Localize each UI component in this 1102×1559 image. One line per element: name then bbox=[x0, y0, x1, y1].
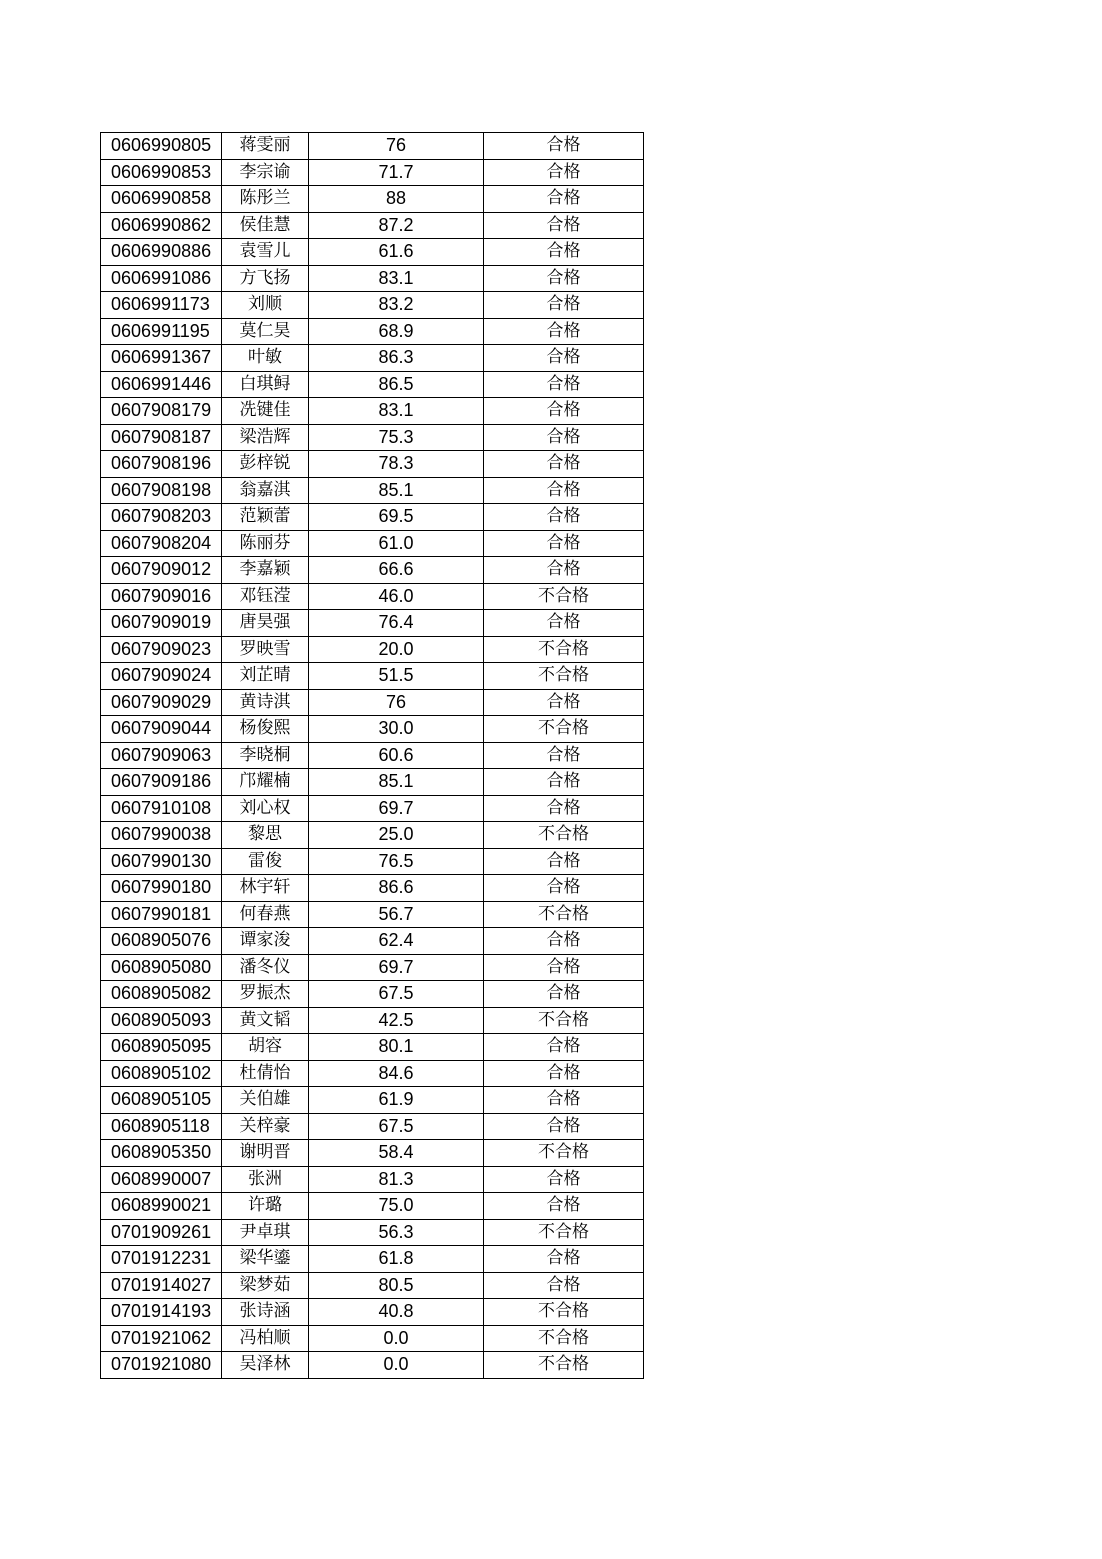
result-cell: 不合格 bbox=[484, 1299, 644, 1326]
score-cell: 88 bbox=[309, 186, 484, 213]
score-cell: 80.1 bbox=[309, 1034, 484, 1061]
table-row bbox=[101, 292, 644, 319]
result-cell: 不合格 bbox=[484, 1325, 644, 1352]
student-name-cell: 陈彤兰 bbox=[222, 186, 309, 213]
result-cell: 合格 bbox=[484, 292, 644, 319]
student-id-cell: 0608905076 bbox=[101, 928, 222, 955]
student-id-cell: 0701909261 bbox=[101, 1219, 222, 1246]
score-cell: 56.3 bbox=[309, 1219, 484, 1246]
student-id-cell: 0701914193 bbox=[101, 1299, 222, 1326]
score-cell: 86.3 bbox=[309, 345, 484, 372]
student-id-cell: 0608905102 bbox=[101, 1060, 222, 1087]
student-name-cell: 李嘉颖 bbox=[222, 557, 309, 584]
score-cell: 62.4 bbox=[309, 928, 484, 955]
student-id-cell: 0607909024 bbox=[101, 663, 222, 690]
student-id-cell: 0607909012 bbox=[101, 557, 222, 584]
result-cell: 合格 bbox=[484, 133, 644, 160]
table-row bbox=[101, 265, 644, 292]
student-id-cell: 0701914027 bbox=[101, 1272, 222, 1299]
student-id-cell: 0607909044 bbox=[101, 716, 222, 743]
result-cell: 不合格 bbox=[484, 1219, 644, 1246]
score-cell: 78.3 bbox=[309, 451, 484, 478]
score-cell: 67.5 bbox=[309, 1113, 484, 1140]
student-id-cell: 0607908179 bbox=[101, 398, 222, 425]
score-cell: 83.1 bbox=[309, 265, 484, 292]
student-name-cell: 冼键佳 bbox=[222, 398, 309, 425]
student-id-cell: 0607909186 bbox=[101, 769, 222, 796]
student-name-cell: 刘芷晴 bbox=[222, 663, 309, 690]
result-cell: 不合格 bbox=[484, 636, 644, 663]
student-name-cell: 梁浩辉 bbox=[222, 424, 309, 451]
result-cell: 合格 bbox=[484, 371, 644, 398]
student-name-cell: 白琪鲟 bbox=[222, 371, 309, 398]
score-cell: 40.8 bbox=[309, 1299, 484, 1326]
result-cell: 合格 bbox=[484, 848, 644, 875]
table-row bbox=[101, 318, 644, 345]
result-cell: 合格 bbox=[484, 1246, 644, 1273]
results-table bbox=[100, 132, 644, 1379]
student-id-cell: 0607990181 bbox=[101, 901, 222, 928]
student-id-cell: 0607908204 bbox=[101, 530, 222, 557]
result-cell: 不合格 bbox=[484, 901, 644, 928]
student-name-cell: 黄诗淇 bbox=[222, 689, 309, 716]
score-cell: 76.5 bbox=[309, 848, 484, 875]
score-cell: 69.7 bbox=[309, 954, 484, 981]
student-name-cell: 唐昊强 bbox=[222, 610, 309, 637]
result-cell: 合格 bbox=[484, 159, 644, 186]
result-cell: 合格 bbox=[484, 928, 644, 955]
score-cell: 84.6 bbox=[309, 1060, 484, 1087]
result-cell: 不合格 bbox=[484, 1352, 644, 1379]
student-name-cell: 刘心权 bbox=[222, 795, 309, 822]
table-row bbox=[101, 1352, 644, 1379]
score-cell: 69.5 bbox=[309, 504, 484, 531]
result-cell: 合格 bbox=[484, 795, 644, 822]
student-id-cell: 0701912231 bbox=[101, 1246, 222, 1273]
student-name-cell: 杨俊熙 bbox=[222, 716, 309, 743]
student-id-cell: 0608905095 bbox=[101, 1034, 222, 1061]
table-row bbox=[101, 742, 644, 769]
student-id-cell: 0607909016 bbox=[101, 583, 222, 610]
student-id-cell: 0607909029 bbox=[101, 689, 222, 716]
result-cell: 合格 bbox=[484, 1060, 644, 1087]
score-cell: 86.5 bbox=[309, 371, 484, 398]
student-name-cell: 侯佳慧 bbox=[222, 212, 309, 239]
table-row bbox=[101, 451, 644, 478]
student-id-cell: 0607910108 bbox=[101, 795, 222, 822]
score-cell: 56.7 bbox=[309, 901, 484, 928]
table-row bbox=[101, 1060, 644, 1087]
student-name-cell: 罗振杰 bbox=[222, 981, 309, 1008]
student-name-cell: 吴泽林 bbox=[222, 1352, 309, 1379]
table-row bbox=[101, 1246, 644, 1273]
score-cell: 42.5 bbox=[309, 1007, 484, 1034]
score-cell: 61.9 bbox=[309, 1087, 484, 1114]
student-name-cell: 胡容 bbox=[222, 1034, 309, 1061]
student-id-cell: 0608990007 bbox=[101, 1166, 222, 1193]
score-cell: 71.7 bbox=[309, 159, 484, 186]
result-cell: 合格 bbox=[484, 1034, 644, 1061]
table-row bbox=[101, 1087, 644, 1114]
score-cell: 75.3 bbox=[309, 424, 484, 451]
student-id-cell: 0606991446 bbox=[101, 371, 222, 398]
score-cell: 76 bbox=[309, 689, 484, 716]
student-id-cell: 0607990180 bbox=[101, 875, 222, 902]
result-cell: 合格 bbox=[484, 477, 644, 504]
student-id-cell: 0606990886 bbox=[101, 239, 222, 266]
student-id-cell: 0606990853 bbox=[101, 159, 222, 186]
student-name-cell: 黎思 bbox=[222, 822, 309, 849]
result-cell: 合格 bbox=[484, 345, 644, 372]
table-row bbox=[101, 477, 644, 504]
table-row bbox=[101, 716, 644, 743]
score-cell: 85.1 bbox=[309, 769, 484, 796]
student-name-cell: 方飞扬 bbox=[222, 265, 309, 292]
score-cell: 76 bbox=[309, 133, 484, 160]
student-name-cell: 潘冬仪 bbox=[222, 954, 309, 981]
table-row bbox=[101, 239, 644, 266]
table-body bbox=[101, 133, 644, 1379]
result-cell: 合格 bbox=[484, 451, 644, 478]
score-cell: 0.0 bbox=[309, 1352, 484, 1379]
result-cell: 合格 bbox=[484, 742, 644, 769]
score-cell: 61.8 bbox=[309, 1246, 484, 1273]
result-cell: 合格 bbox=[484, 769, 644, 796]
student-id-cell: 0607908203 bbox=[101, 504, 222, 531]
table-row bbox=[101, 345, 644, 372]
table-row bbox=[101, 901, 644, 928]
result-cell: 合格 bbox=[484, 610, 644, 637]
student-id-cell: 0607909019 bbox=[101, 610, 222, 637]
student-name-cell: 邝耀楠 bbox=[222, 769, 309, 796]
result-cell: 合格 bbox=[484, 1113, 644, 1140]
student-id-cell: 0607908196 bbox=[101, 451, 222, 478]
score-cell: 51.5 bbox=[309, 663, 484, 690]
student-name-cell: 莫仁昊 bbox=[222, 318, 309, 345]
student-name-cell: 罗映雪 bbox=[222, 636, 309, 663]
result-cell: 合格 bbox=[484, 318, 644, 345]
student-name-cell: 冯柏顺 bbox=[222, 1325, 309, 1352]
student-name-cell: 谭家浚 bbox=[222, 928, 309, 955]
table-row bbox=[101, 530, 644, 557]
table-row bbox=[101, 159, 644, 186]
table-row bbox=[101, 1113, 644, 1140]
score-cell: 61.6 bbox=[309, 239, 484, 266]
student-name-cell: 黄文韬 bbox=[222, 1007, 309, 1034]
student-name-cell: 尹卓琪 bbox=[222, 1219, 309, 1246]
table-row bbox=[101, 1140, 644, 1167]
result-cell: 合格 bbox=[484, 530, 644, 557]
results-sheet bbox=[100, 132, 644, 1379]
score-cell: 0.0 bbox=[309, 1325, 484, 1352]
result-cell: 合格 bbox=[484, 981, 644, 1008]
result-cell: 合格 bbox=[484, 1272, 644, 1299]
result-cell: 不合格 bbox=[484, 663, 644, 690]
student-id-cell: 0608905093 bbox=[101, 1007, 222, 1034]
score-cell: 20.0 bbox=[309, 636, 484, 663]
result-cell: 合格 bbox=[484, 557, 644, 584]
student-name-cell: 梁梦茹 bbox=[222, 1272, 309, 1299]
table-row bbox=[101, 1272, 644, 1299]
table-row bbox=[101, 663, 644, 690]
score-cell: 85.1 bbox=[309, 477, 484, 504]
result-cell: 合格 bbox=[484, 424, 644, 451]
result-cell: 不合格 bbox=[484, 583, 644, 610]
student-id-cell: 0607909063 bbox=[101, 742, 222, 769]
table-row bbox=[101, 954, 644, 981]
table-row bbox=[101, 398, 644, 425]
result-cell: 合格 bbox=[484, 265, 644, 292]
student-name-cell: 翁嘉淇 bbox=[222, 477, 309, 504]
score-cell: 81.3 bbox=[309, 1166, 484, 1193]
score-cell: 60.6 bbox=[309, 742, 484, 769]
student-name-cell: 许璐 bbox=[222, 1193, 309, 1220]
table-row bbox=[101, 212, 644, 239]
table-row bbox=[101, 1299, 644, 1326]
student-id-cell: 0606990805 bbox=[101, 133, 222, 160]
score-cell: 86.6 bbox=[309, 875, 484, 902]
result-cell: 合格 bbox=[484, 1166, 644, 1193]
student-id-cell: 0606990862 bbox=[101, 212, 222, 239]
table-row bbox=[101, 186, 644, 213]
table-row bbox=[101, 689, 644, 716]
table-row bbox=[101, 636, 644, 663]
score-cell: 83.1 bbox=[309, 398, 484, 425]
student-name-cell: 林宇轩 bbox=[222, 875, 309, 902]
student-id-cell: 0608905350 bbox=[101, 1140, 222, 1167]
table-row bbox=[101, 424, 644, 451]
result-cell: 合格 bbox=[484, 504, 644, 531]
score-cell: 76.4 bbox=[309, 610, 484, 637]
table-row bbox=[101, 133, 644, 160]
table-row bbox=[101, 504, 644, 531]
student-id-cell: 0607908187 bbox=[101, 424, 222, 451]
student-id-cell: 0701921080 bbox=[101, 1352, 222, 1379]
student-name-cell: 杜倩怡 bbox=[222, 1060, 309, 1087]
student-name-cell: 刘顺 bbox=[222, 292, 309, 319]
table-row bbox=[101, 981, 644, 1008]
student-id-cell: 0608905118 bbox=[101, 1113, 222, 1140]
student-name-cell: 关伯雄 bbox=[222, 1087, 309, 1114]
student-id-cell: 0608905082 bbox=[101, 981, 222, 1008]
student-id-cell: 0606991173 bbox=[101, 292, 222, 319]
result-cell: 合格 bbox=[484, 239, 644, 266]
student-name-cell: 叶敏 bbox=[222, 345, 309, 372]
student-id-cell: 0606991367 bbox=[101, 345, 222, 372]
table-row bbox=[101, 1325, 644, 1352]
table-row bbox=[101, 610, 644, 637]
result-cell: 不合格 bbox=[484, 1140, 644, 1167]
score-cell: 66.6 bbox=[309, 557, 484, 584]
student-name-cell: 李晓桐 bbox=[222, 742, 309, 769]
student-id-cell: 0607909023 bbox=[101, 636, 222, 663]
student-id-cell: 0606991086 bbox=[101, 265, 222, 292]
score-cell: 75.0 bbox=[309, 1193, 484, 1220]
result-cell: 合格 bbox=[484, 875, 644, 902]
score-cell: 58.4 bbox=[309, 1140, 484, 1167]
student-name-cell: 雷俊 bbox=[222, 848, 309, 875]
student-name-cell: 陈丽芬 bbox=[222, 530, 309, 557]
table-row bbox=[101, 822, 644, 849]
table-row bbox=[101, 848, 644, 875]
score-cell: 30.0 bbox=[309, 716, 484, 743]
score-cell: 25.0 bbox=[309, 822, 484, 849]
student-id-cell: 0606990858 bbox=[101, 186, 222, 213]
student-name-cell: 梁华鎏 bbox=[222, 1246, 309, 1273]
student-id-cell: 0701921062 bbox=[101, 1325, 222, 1352]
student-id-cell: 0607990038 bbox=[101, 822, 222, 849]
score-cell: 46.0 bbox=[309, 583, 484, 610]
result-cell: 不合格 bbox=[484, 1007, 644, 1034]
table-row bbox=[101, 1219, 644, 1246]
result-cell: 合格 bbox=[484, 1087, 644, 1114]
table-row bbox=[101, 875, 644, 902]
result-cell: 合格 bbox=[484, 1193, 644, 1220]
student-name-cell: 李宗谕 bbox=[222, 159, 309, 186]
student-id-cell: 0607990130 bbox=[101, 848, 222, 875]
student-name-cell: 袁雪儿 bbox=[222, 239, 309, 266]
student-id-cell: 0606991195 bbox=[101, 318, 222, 345]
table-row bbox=[101, 928, 644, 955]
score-cell: 61.0 bbox=[309, 530, 484, 557]
table-row bbox=[101, 557, 644, 584]
student-id-cell: 0607908198 bbox=[101, 477, 222, 504]
table-row bbox=[101, 1166, 644, 1193]
result-cell: 合格 bbox=[484, 186, 644, 213]
result-cell: 不合格 bbox=[484, 822, 644, 849]
score-cell: 83.2 bbox=[309, 292, 484, 319]
result-cell: 合格 bbox=[484, 398, 644, 425]
table-row bbox=[101, 583, 644, 610]
student-name-cell: 张诗涵 bbox=[222, 1299, 309, 1326]
student-name-cell: 范颖蕾 bbox=[222, 504, 309, 531]
student-name-cell: 谢明晋 bbox=[222, 1140, 309, 1167]
result-cell: 不合格 bbox=[484, 716, 644, 743]
student-name-cell: 关梓豪 bbox=[222, 1113, 309, 1140]
student-id-cell: 0608905105 bbox=[101, 1087, 222, 1114]
score-cell: 69.7 bbox=[309, 795, 484, 822]
result-cell: 合格 bbox=[484, 212, 644, 239]
table-row bbox=[101, 1193, 644, 1220]
score-cell: 80.5 bbox=[309, 1272, 484, 1299]
score-cell: 68.9 bbox=[309, 318, 484, 345]
table-row bbox=[101, 371, 644, 398]
student-id-cell: 0608905080 bbox=[101, 954, 222, 981]
table-row bbox=[101, 769, 644, 796]
student-name-cell: 彭梓锐 bbox=[222, 451, 309, 478]
student-name-cell: 张洲 bbox=[222, 1166, 309, 1193]
result-cell: 合格 bbox=[484, 954, 644, 981]
table-row bbox=[101, 1007, 644, 1034]
student-name-cell: 邓钰滢 bbox=[222, 583, 309, 610]
student-name-cell: 何春燕 bbox=[222, 901, 309, 928]
student-name-cell: 蒋雯丽 bbox=[222, 133, 309, 160]
score-cell: 67.5 bbox=[309, 981, 484, 1008]
score-cell: 87.2 bbox=[309, 212, 484, 239]
student-id-cell: 0608990021 bbox=[101, 1193, 222, 1220]
table-row bbox=[101, 795, 644, 822]
table-row bbox=[101, 1034, 644, 1061]
result-cell: 合格 bbox=[484, 689, 644, 716]
